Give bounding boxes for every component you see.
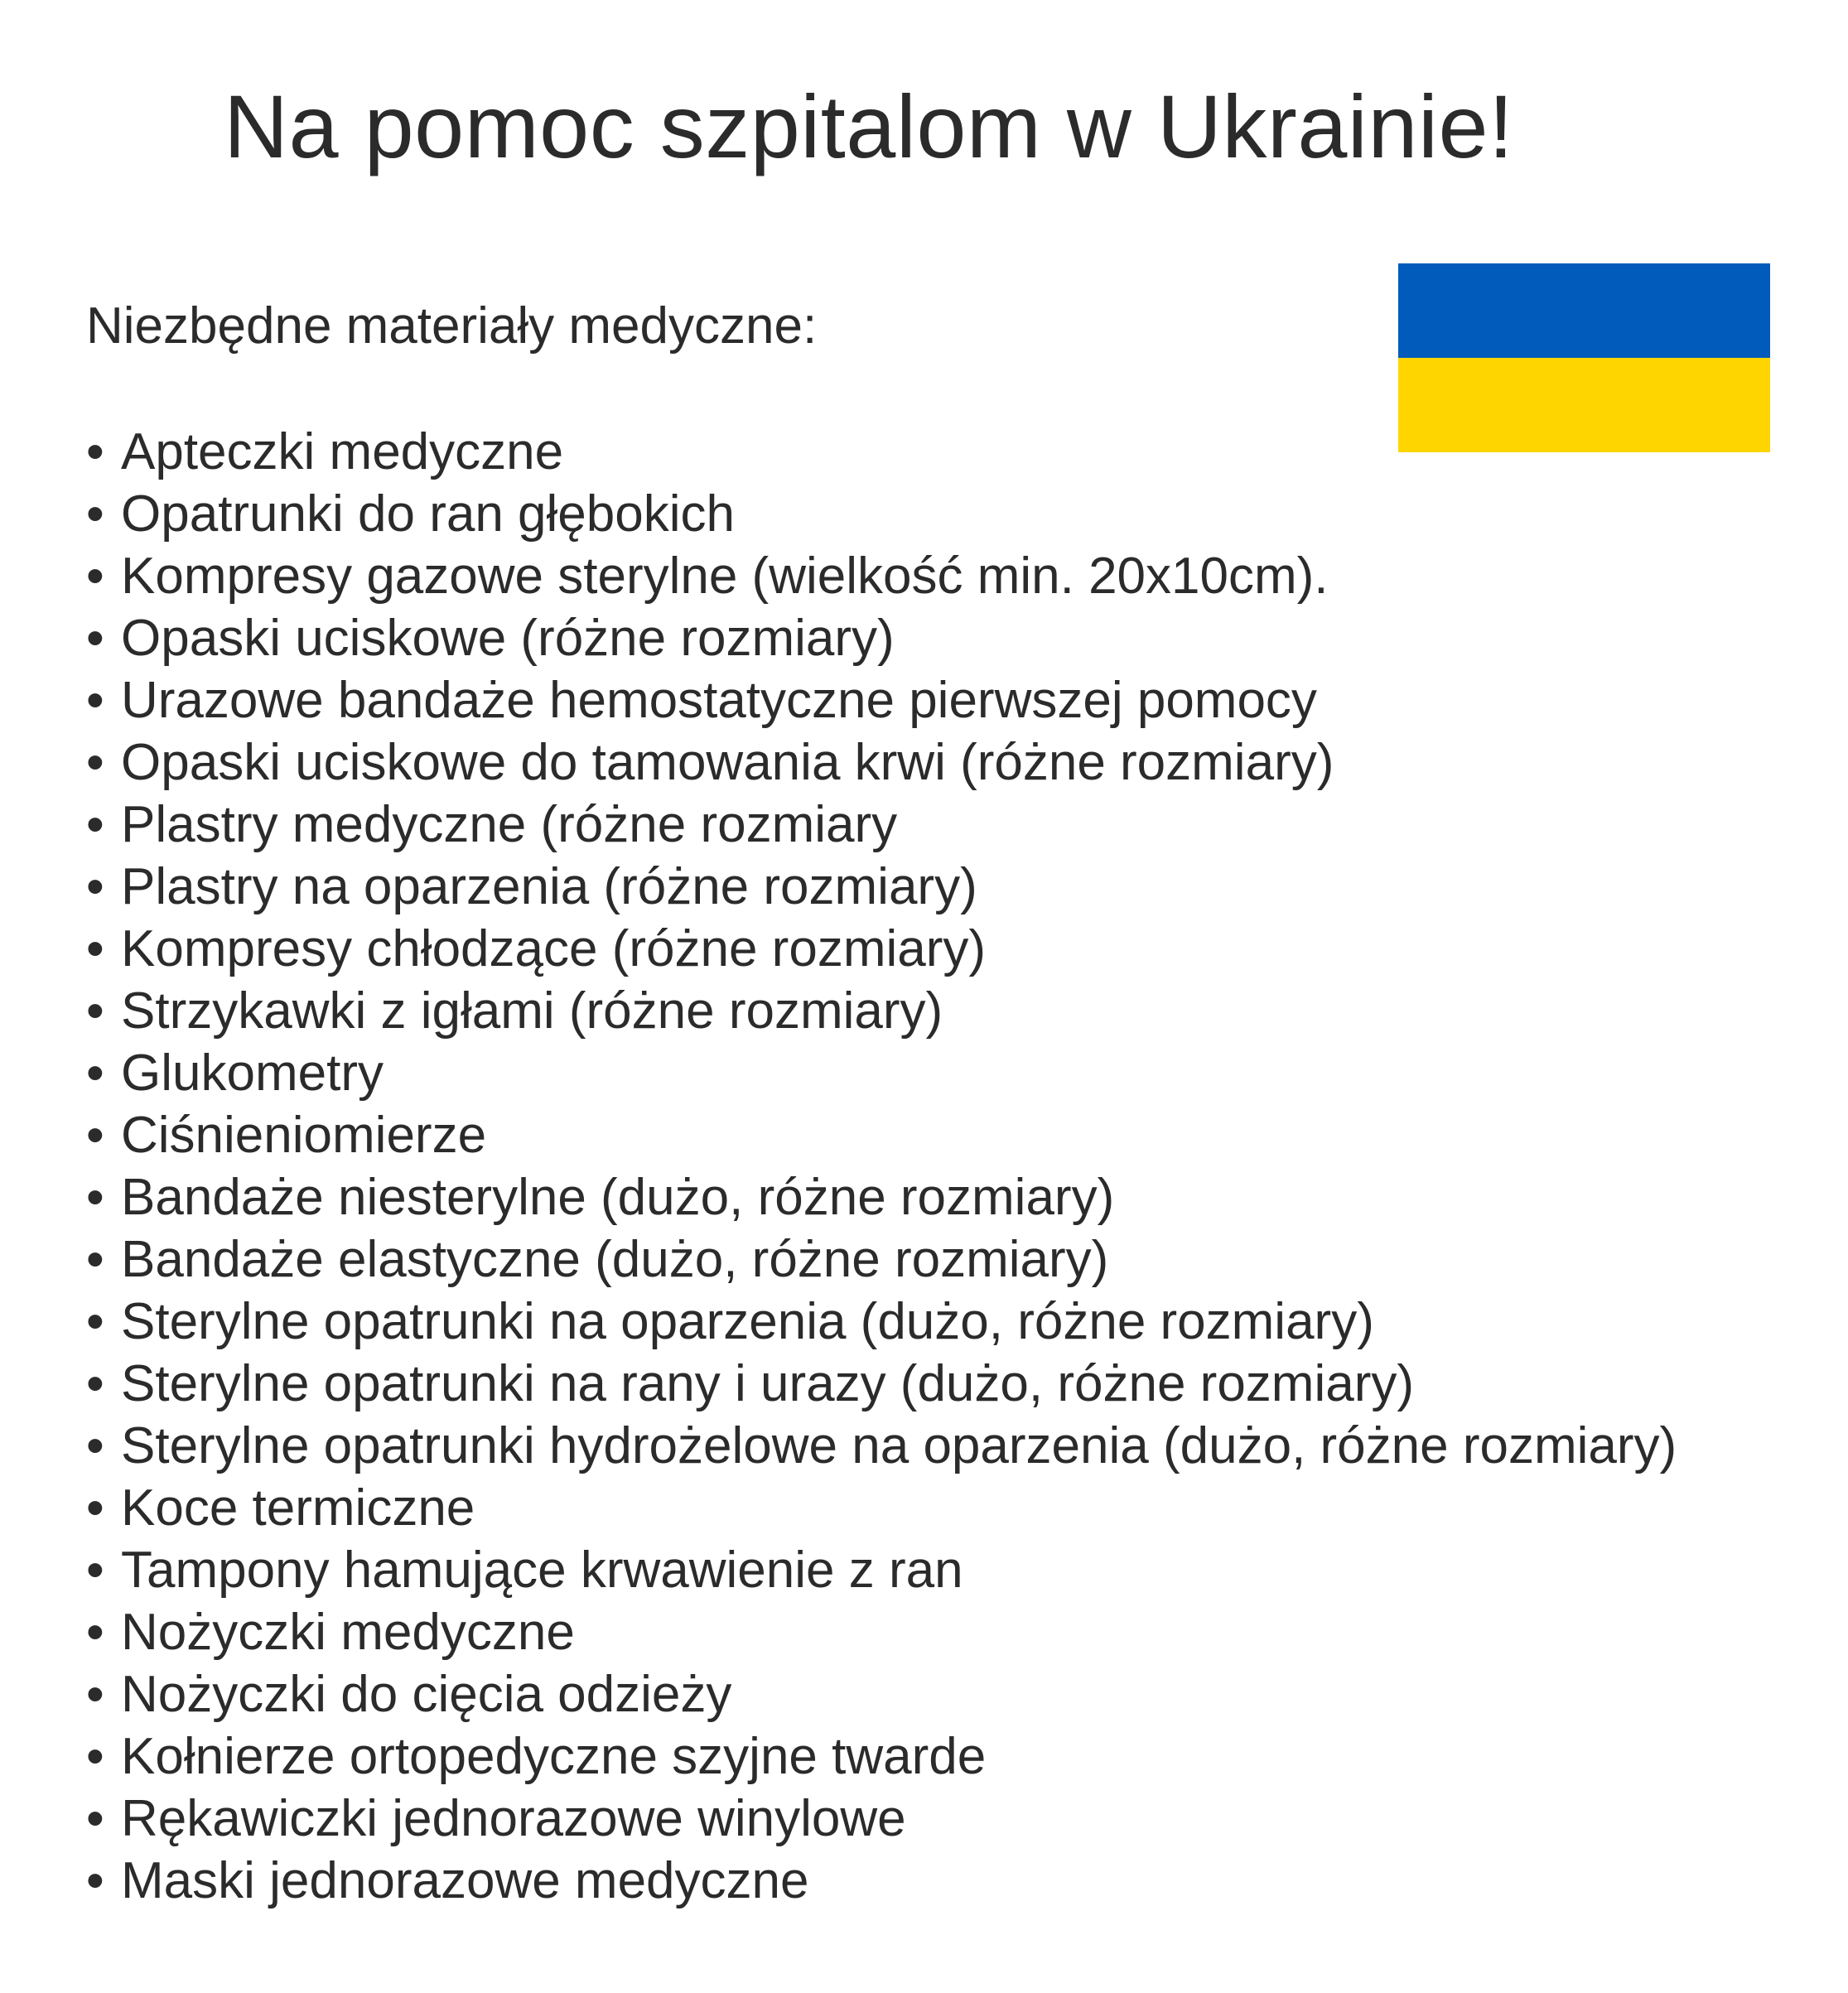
- list-item-label: Bandaże niesterylne (dużo, różne rozmiary): [121, 1169, 1115, 1226]
- flag-blue-stripe: [1398, 263, 1770, 358]
- list-item-label: Sterylne opatrunki na rany i urazy (dużo, różne rozmiary): [121, 1355, 1414, 1412]
- list-item-label: Opaski uciskowe do tamowania krwi (różne rozmiary): [121, 734, 1334, 791]
- bullet-icon: •: [86, 1293, 104, 1350]
- list-item: [86, 1601, 1677, 1663]
- list-item-label: Sterylne opatrunki na oparzenia (dużo, różne rozmiary): [121, 1293, 1374, 1350]
- list-item: [86, 1042, 1677, 1104]
- page-title: Na pomoc szpitalom w Ukrainie!: [224, 76, 1514, 176]
- list-item: [86, 545, 1677, 607]
- list-item-label: Apteczki medyczne: [121, 423, 564, 480]
- bullet-icon: •: [86, 1045, 104, 1102]
- list-item: [86, 856, 1677, 918]
- list-item: [86, 1104, 1677, 1166]
- list-item: [86, 421, 1677, 483]
- list-item: [86, 1850, 1677, 1912]
- list-item: [86, 669, 1677, 731]
- bullet-icon: •: [86, 672, 104, 729]
- list-item-label: Maski jednorazowe medyczne: [121, 1852, 809, 1909]
- list-item-label: Kołnierze ortopedyczne szyjne twarde: [121, 1728, 987, 1785]
- list-item-label: Strzykawki z igłami (różne rozmiary): [121, 982, 943, 1040]
- bullet-icon: •: [86, 1542, 104, 1599]
- list-item: [86, 1228, 1677, 1291]
- bullet-icon: •: [86, 1417, 104, 1474]
- bullet-icon: •: [86, 610, 104, 667]
- list-item-label: Ciśnieniomierze: [121, 1107, 487, 1164]
- bullet-icon: •: [86, 485, 104, 543]
- list-item-label: Opatrunki do ran głębokich: [121, 485, 736, 543]
- bullet-icon: •: [86, 1169, 104, 1226]
- list-item: [86, 918, 1677, 980]
- list-item-label: Urazowe bandaże hemostatyczne pierwszej pomocy: [121, 672, 1317, 729]
- list-item: [86, 1663, 1677, 1725]
- list-item: [86, 1353, 1677, 1415]
- list-heading: Niezbędne materiały medyczne:: [86, 297, 818, 355]
- bullet-icon: •: [86, 1479, 104, 1537]
- list-item-label: Sterylne opatrunki hydrożelowe na oparzenia (dużo, różne rozmiary): [121, 1417, 1677, 1474]
- list-item: [86, 1166, 1677, 1228]
- list-item: [86, 731, 1677, 794]
- list-item: [86, 1291, 1677, 1353]
- bullet-icon: •: [86, 982, 104, 1040]
- list-item-label: Tampony hamujące krwawienie z ran: [121, 1542, 963, 1599]
- bullet-icon: •: [86, 1355, 104, 1412]
- bullet-icon: •: [86, 1107, 104, 1164]
- bullet-icon: •: [86, 1790, 104, 1847]
- bullet-icon: •: [86, 858, 104, 915]
- bullet-icon: •: [86, 734, 104, 791]
- list-item-label: Nożyczki medyczne: [121, 1604, 575, 1661]
- list-item: [86, 1415, 1677, 1477]
- list-item: [86, 483, 1677, 545]
- bullet-icon: •: [86, 423, 104, 480]
- list-item-label: Rękawiczki jednorazowe winylowe: [121, 1790, 906, 1847]
- list-item-label: Opaski uciskowe (różne rozmiary): [121, 610, 895, 667]
- bullet-icon: •: [86, 1604, 104, 1661]
- list-item-label: Kompresy chłodzące (różne rozmiary): [121, 920, 987, 977]
- list-item-label: Koce termiczne: [121, 1479, 475, 1537]
- list-item: [86, 1477, 1677, 1539]
- list-item-label: Nożyczki do cięcia odzieży: [121, 1666, 732, 1723]
- bullet-icon: •: [86, 796, 104, 853]
- list-item-label: Plastry medyczne (różne rozmiary: [121, 796, 898, 853]
- bullet-icon: •: [86, 1728, 104, 1785]
- list-item: [86, 1788, 1677, 1850]
- supplies-list: [86, 421, 1677, 1912]
- bullet-icon: •: [86, 1852, 104, 1909]
- list-item: [86, 1725, 1677, 1788]
- list-item: [86, 794, 1677, 856]
- list-item-label: Plastry na oparzenia (różne rozmiary): [121, 858, 977, 915]
- list-item: [86, 980, 1677, 1042]
- list-item-label: Kompresy gazowe sterylne (wielkość min. 20x10cm).: [121, 548, 1329, 605]
- bullet-icon: •: [86, 548, 104, 605]
- bullet-icon: •: [86, 1666, 104, 1723]
- list-item: [86, 1539, 1677, 1601]
- list-item-label: Bandaże elastyczne (dużo, różne rozmiary): [121, 1231, 1109, 1288]
- list-item-label: Glukometry: [121, 1045, 384, 1102]
- list-item: [86, 607, 1677, 669]
- bullet-icon: •: [86, 920, 104, 977]
- bullet-icon: •: [86, 1231, 104, 1288]
